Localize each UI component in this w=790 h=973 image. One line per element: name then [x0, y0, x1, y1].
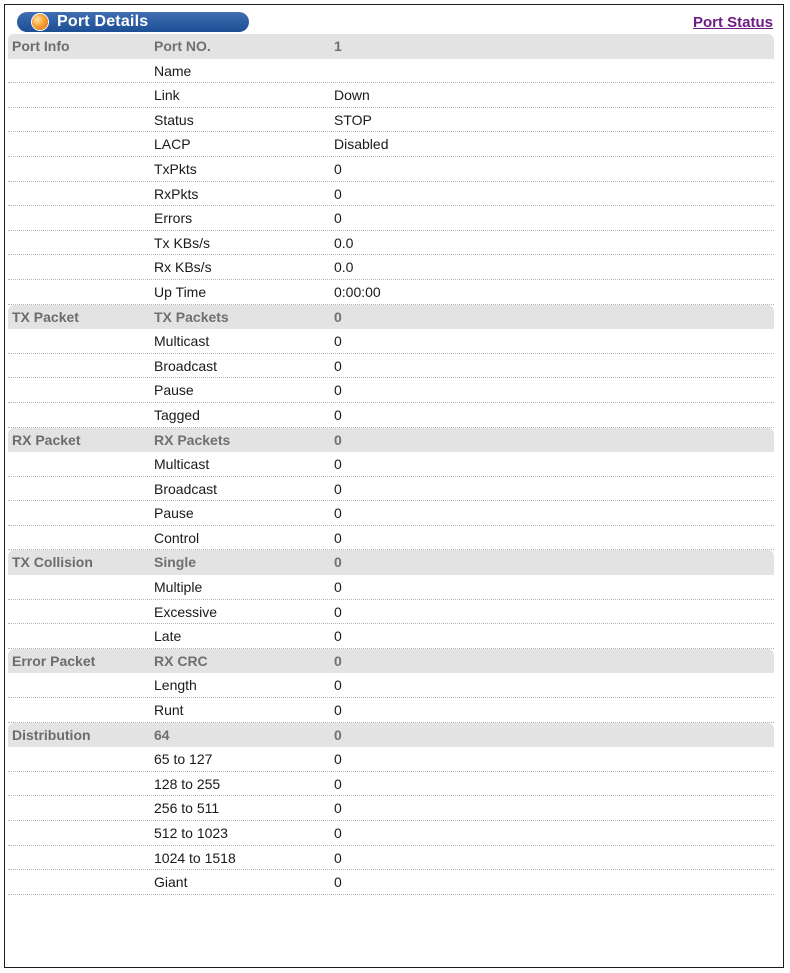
field-value: 0 [334, 529, 342, 546]
section-name: Distribution [12, 726, 91, 743]
section-name: Port Info [12, 38, 70, 54]
field-value: 0 [334, 185, 342, 202]
field-value: 0 [334, 775, 342, 792]
table-row [8, 83, 774, 108]
field-label: Control [154, 529, 200, 546]
section-header-row [8, 723, 774, 748]
field-value: 0 [334, 382, 342, 399]
field-value: Down [334, 87, 370, 104]
table-row [8, 747, 774, 772]
table-row [8, 452, 774, 477]
field-label: 64 [154, 726, 170, 743]
field-value: STOP [334, 111, 372, 128]
table-row [8, 108, 774, 133]
field-value: 0.0 [334, 259, 354, 276]
field-value: 1 [334, 38, 342, 54]
orange-orb-icon [32, 14, 48, 30]
field-value: 0 [334, 333, 342, 350]
table-row [8, 354, 774, 379]
field-value: 0 [334, 800, 342, 817]
field-label: TX Packets [154, 308, 229, 325]
table-row [8, 600, 774, 625]
field-value: 0 [334, 579, 342, 596]
field-value: 0 [334, 554, 342, 571]
table-row [8, 575, 774, 600]
field-label: 512 to 1023 [154, 825, 228, 841]
field-label: Up Time [154, 283, 207, 300]
field-value: 0 [334, 603, 342, 620]
table-row [8, 870, 774, 895]
field-label: Errors [154, 210, 193, 227]
field-label: Late [154, 628, 182, 645]
field-value: 0 [334, 480, 342, 497]
table-row [8, 132, 774, 157]
field-label: Tagged [154, 406, 200, 423]
table-row [8, 403, 774, 428]
field-label: Link [154, 87, 180, 104]
section-name: Error Packet [12, 652, 96, 669]
field-value: 0 [334, 849, 342, 866]
table-row [8, 821, 774, 846]
field-value: 0 [334, 406, 342, 423]
field-value: 0.0 [334, 234, 354, 251]
field-label: Runt [154, 702, 184, 719]
field-value: 0 [334, 825, 342, 841]
table-row [8, 698, 774, 723]
field-label: Broadcast [154, 480, 218, 497]
table-row [8, 673, 774, 698]
field-value: 0 [334, 357, 342, 374]
table-row [8, 329, 774, 354]
table-row [8, 59, 774, 84]
table-row [8, 255, 774, 280]
section-header-row [8, 305, 774, 330]
page-title: Port Details [57, 13, 149, 30]
field-value: 0 [334, 308, 342, 325]
field-label: TxPkts [154, 160, 197, 177]
port-details-table [8, 34, 774, 957]
field-label: RX Packets [154, 431, 231, 448]
field-label: Broadcast [154, 357, 218, 374]
table-row [8, 796, 774, 821]
table-row [8, 526, 774, 551]
table-row [8, 501, 774, 526]
field-value: 0 [334, 456, 342, 473]
section-header-row [8, 428, 774, 453]
field-value: 0:00:00 [334, 283, 381, 300]
field-label: Tx KBs/s [154, 234, 211, 251]
table-row [8, 624, 774, 649]
table-row [8, 182, 774, 207]
field-value: 0 [334, 652, 342, 669]
field-value: Disabled [334, 136, 389, 153]
table-row [8, 280, 774, 305]
field-label: Single [154, 554, 197, 571]
field-label: LACP [154, 136, 191, 153]
field-value: 0 [334, 160, 342, 177]
table-row [8, 477, 774, 502]
field-value: 0 [334, 210, 342, 227]
table-row [8, 378, 774, 403]
table-row [8, 772, 774, 797]
field-label: RX CRC [154, 652, 208, 669]
field-label: 128 to 255 [154, 775, 221, 792]
field-label: RxPkts [154, 185, 199, 202]
field-value: 0 [334, 702, 342, 719]
table-row [8, 231, 774, 256]
field-value: 0 [334, 628, 342, 645]
section-name: TX Collision [12, 554, 93, 571]
field-label: Multiple [154, 579, 203, 596]
section-header-row [8, 550, 774, 575]
field-value: 0 [334, 726, 342, 743]
field-label: Pause [154, 505, 194, 522]
field-value: 0 [334, 677, 342, 694]
field-label: Excessive [154, 603, 218, 620]
table-row [8, 846, 774, 871]
table-row [8, 206, 774, 231]
field-label: Rx KBs/s [154, 259, 212, 276]
field-label: 65 to 127 [154, 751, 213, 768]
field-label: Giant [154, 874, 188, 891]
field-value: 0 [334, 751, 342, 768]
field-label: Multicast [154, 333, 210, 350]
page-title-banner [17, 12, 249, 32]
field-label: Port NO. [154, 38, 211, 54]
table-row [8, 157, 774, 182]
field-value: 0 [334, 431, 342, 448]
field-label: Length [154, 677, 197, 694]
section-header-row [8, 34, 774, 59]
field-value: 0 [334, 874, 342, 891]
section-header-row [8, 649, 774, 674]
field-label: Status [154, 111, 194, 128]
port-status-link[interactable]: Port Status [692, 14, 773, 31]
section-name: RX Packet [12, 431, 81, 448]
field-label: Multicast [154, 456, 210, 473]
field-label: Name [154, 62, 192, 79]
field-label: 256 to 511 [154, 800, 220, 817]
field-label: 1024 to 1518 [154, 849, 236, 866]
field-value: 0 [334, 505, 342, 522]
field-label: Pause [154, 382, 194, 399]
section-name: TX Packet [12, 308, 79, 325]
